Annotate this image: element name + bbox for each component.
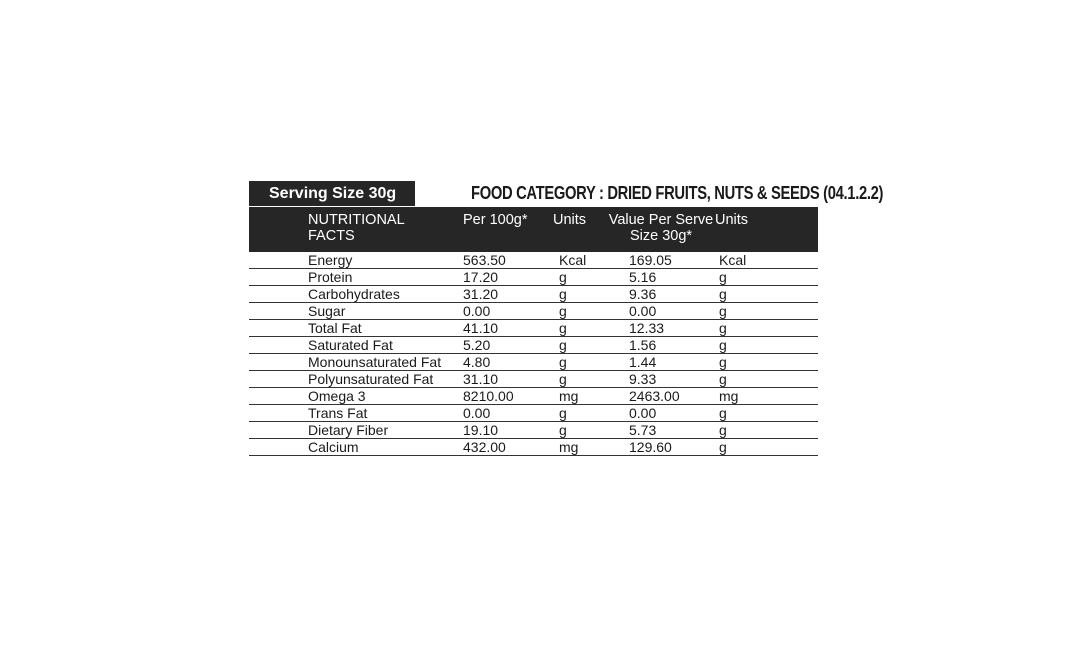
per-serve-unit: g <box>719 405 727 421</box>
table-row <box>249 388 818 405</box>
per-serve-value: 5.73 <box>629 422 657 438</box>
per-100g-value: 432.00 <box>463 439 506 455</box>
per-100g-unit: mg <box>559 439 579 455</box>
per-100g-unit: g <box>559 269 567 285</box>
nutrient-name: Omega 3 <box>308 388 366 404</box>
nutrient-name: Calcium <box>308 439 359 455</box>
per-serve-unit: g <box>719 286 727 302</box>
per-100g-value: 4.80 <box>463 354 491 370</box>
nutrient-name: Protein <box>308 269 353 285</box>
per-serve-value: 1.56 <box>629 337 657 353</box>
nutrient-name: Trans Fat <box>308 405 368 421</box>
per-serve-unit: g <box>719 354 727 370</box>
header-nutritional-facts: NUTRITIONAL FACTS <box>308 212 405 244</box>
header-units-serve: Units <box>715 212 749 228</box>
per-serve-unit: g <box>719 439 727 455</box>
table-row <box>249 337 818 354</box>
per-serve-value: 1.44 <box>629 354 657 370</box>
per-100g-unit: Kcal <box>559 252 587 268</box>
per-100g-unit: g <box>559 371 567 387</box>
per-100g-unit: g <box>559 354 567 370</box>
per-100g-value: 0.00 <box>463 303 491 319</box>
per-serve-unit: g <box>719 371 727 387</box>
serving-size-badge: Serving Size 30g <box>249 181 415 206</box>
header-units: Units <box>553 212 587 228</box>
food-category-title: FOOD CATEGORY : DRIED FRUITS, NUTS & SEEDS (04.1.2.2) <box>471 183 884 203</box>
per-100g-value: 8210.00 <box>463 388 514 404</box>
per-100g-value: 41.10 <box>463 320 499 336</box>
per-serve-value: 2463.00 <box>629 388 680 404</box>
per-100g-value: 31.20 <box>463 286 499 302</box>
per-serve-unit: g <box>719 303 727 319</box>
per-serve-value: 0.00 <box>629 303 657 319</box>
table-row <box>249 303 818 320</box>
per-serve-unit: g <box>719 337 727 353</box>
per-serve-value: 129.60 <box>629 439 672 455</box>
per-serve-unit: g <box>719 320 727 336</box>
per-100g-value: 5.20 <box>463 337 491 353</box>
per-100g-unit: g <box>559 286 567 302</box>
nutrient-name: Monounsaturated Fat <box>308 354 442 370</box>
table-row <box>249 269 818 286</box>
table-body <box>249 252 818 456</box>
nutrient-name: Energy <box>308 252 353 268</box>
nutrient-name: Carbohydrates <box>308 286 400 302</box>
per-100g-value: 19.10 <box>463 422 499 438</box>
table-row <box>249 422 818 439</box>
nutrient-name: Total Fat <box>308 320 362 336</box>
header-value-per-serve: Value Per Serve Size 30g* <box>608 212 714 244</box>
table-row <box>249 320 818 337</box>
table-row <box>249 354 818 371</box>
per-100g-value: 0.00 <box>463 405 491 421</box>
per-serve-value: 9.33 <box>629 371 657 387</box>
per-serve-value: 169.05 <box>629 252 672 268</box>
per-100g-value: 563.50 <box>463 252 506 268</box>
table-header <box>249 207 818 252</box>
nutrition-panel <box>249 180 884 456</box>
nutrient-name: Saturated Fat <box>308 337 393 353</box>
per-100g-value: 31.10 <box>463 371 499 387</box>
table-row <box>249 286 818 303</box>
nutrient-name: Sugar <box>308 303 346 319</box>
panel-header <box>249 180 884 207</box>
per-100g-unit: g <box>559 405 567 421</box>
per-serve-unit: Kcal <box>719 252 747 268</box>
per-100g-value: 17.20 <box>463 269 499 285</box>
per-100g-unit: g <box>559 337 567 353</box>
per-100g-unit: mg <box>559 388 579 404</box>
nutrient-name: Polyunsaturated Fat <box>308 371 434 387</box>
table-row <box>249 439 818 456</box>
per-100g-unit: g <box>559 303 567 319</box>
per-serve-unit: g <box>719 422 727 438</box>
per-serve-value: 9.36 <box>629 286 657 302</box>
per-serve-value: 0.00 <box>629 405 657 421</box>
nutrient-name: Dietary Fiber <box>308 422 389 438</box>
per-serve-value: 5.16 <box>629 269 657 285</box>
table-row <box>249 371 818 388</box>
per-serve-unit: g <box>719 269 727 285</box>
per-100g-unit: g <box>559 320 567 336</box>
table-row <box>249 252 818 269</box>
per-serve-unit: mg <box>719 388 739 404</box>
per-100g-unit: g <box>559 422 567 438</box>
table-row <box>249 405 818 422</box>
per-serve-value: 12.33 <box>629 320 665 336</box>
header-per-100g: Per 100g* <box>463 212 528 228</box>
